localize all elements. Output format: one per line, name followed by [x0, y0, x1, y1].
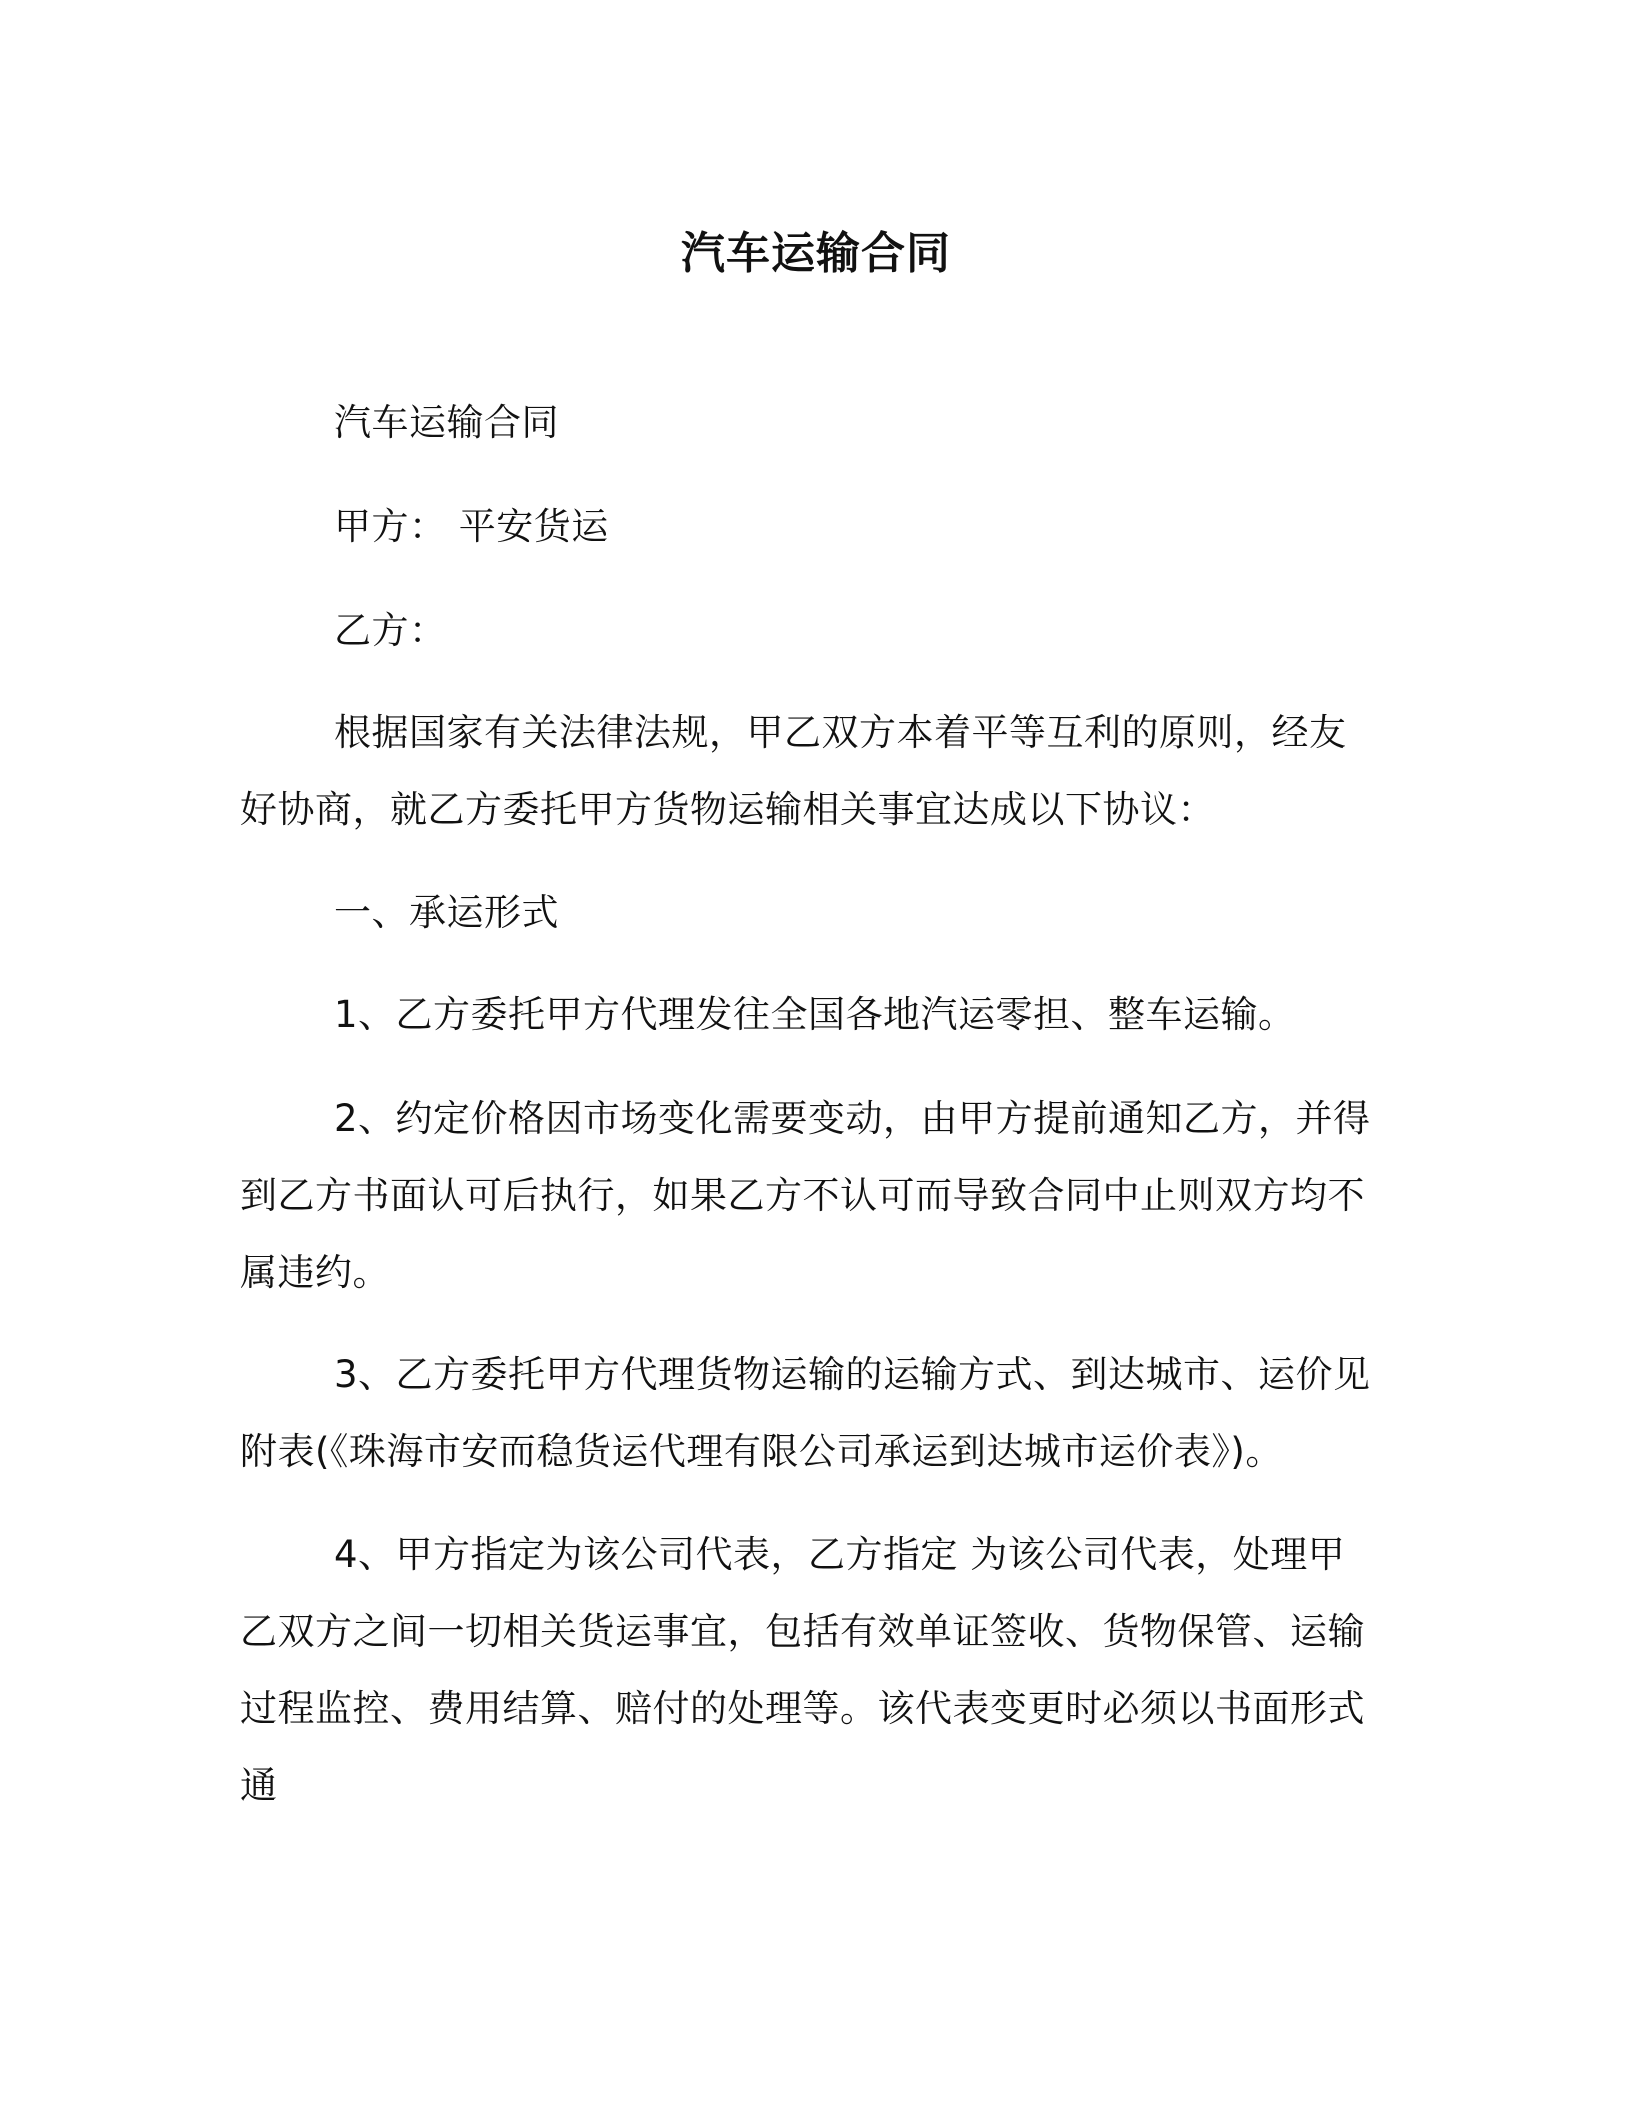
clause-3: 3、乙方委托甲方代理货物运输的运输方式、到达城市、运价见附表(《珠海市安而稳货运代理有限公司承运到达城市运价表》)。 [240, 1353, 1371, 1473]
party-b-line: 乙方： [334, 609, 447, 652]
contract-subtitle: 汽车运输合同 [334, 401, 559, 444]
clause-4: 4、甲方指定为该公司代表，乙方指定 为该公司代表，处理甲乙双方之间一切相关货运事宜，包括有效单证签收、货物保管、运输过程监控、费用结算、赔付的处理等。该代表变更时必须以书面形式通 [240, 1533, 1365, 1807]
clause-1: 1、乙方委托甲方代理发往全国各地汽运零担、整车运输。 [334, 993, 1296, 1036]
preamble-paragraph: 根据国家有关法律法规，甲乙双方本着平等互利的原则，经友好协商，就乙方委托甲方货物运输相关事宜达成以下协议： [240, 711, 1347, 831]
document-title: 汽车运输合同 [681, 228, 951, 279]
section-heading: 一、承运形式 [334, 891, 559, 934]
clause-2: 2、约定价格因市场变化需要变动，由甲方提前通知乙方，并得到乙方书面认可后执行，如果乙方不认可而导致合同中止则双方均不属违约。 [240, 1097, 1371, 1294]
party-a-line: 甲方： 平安货运 [334, 505, 609, 548]
